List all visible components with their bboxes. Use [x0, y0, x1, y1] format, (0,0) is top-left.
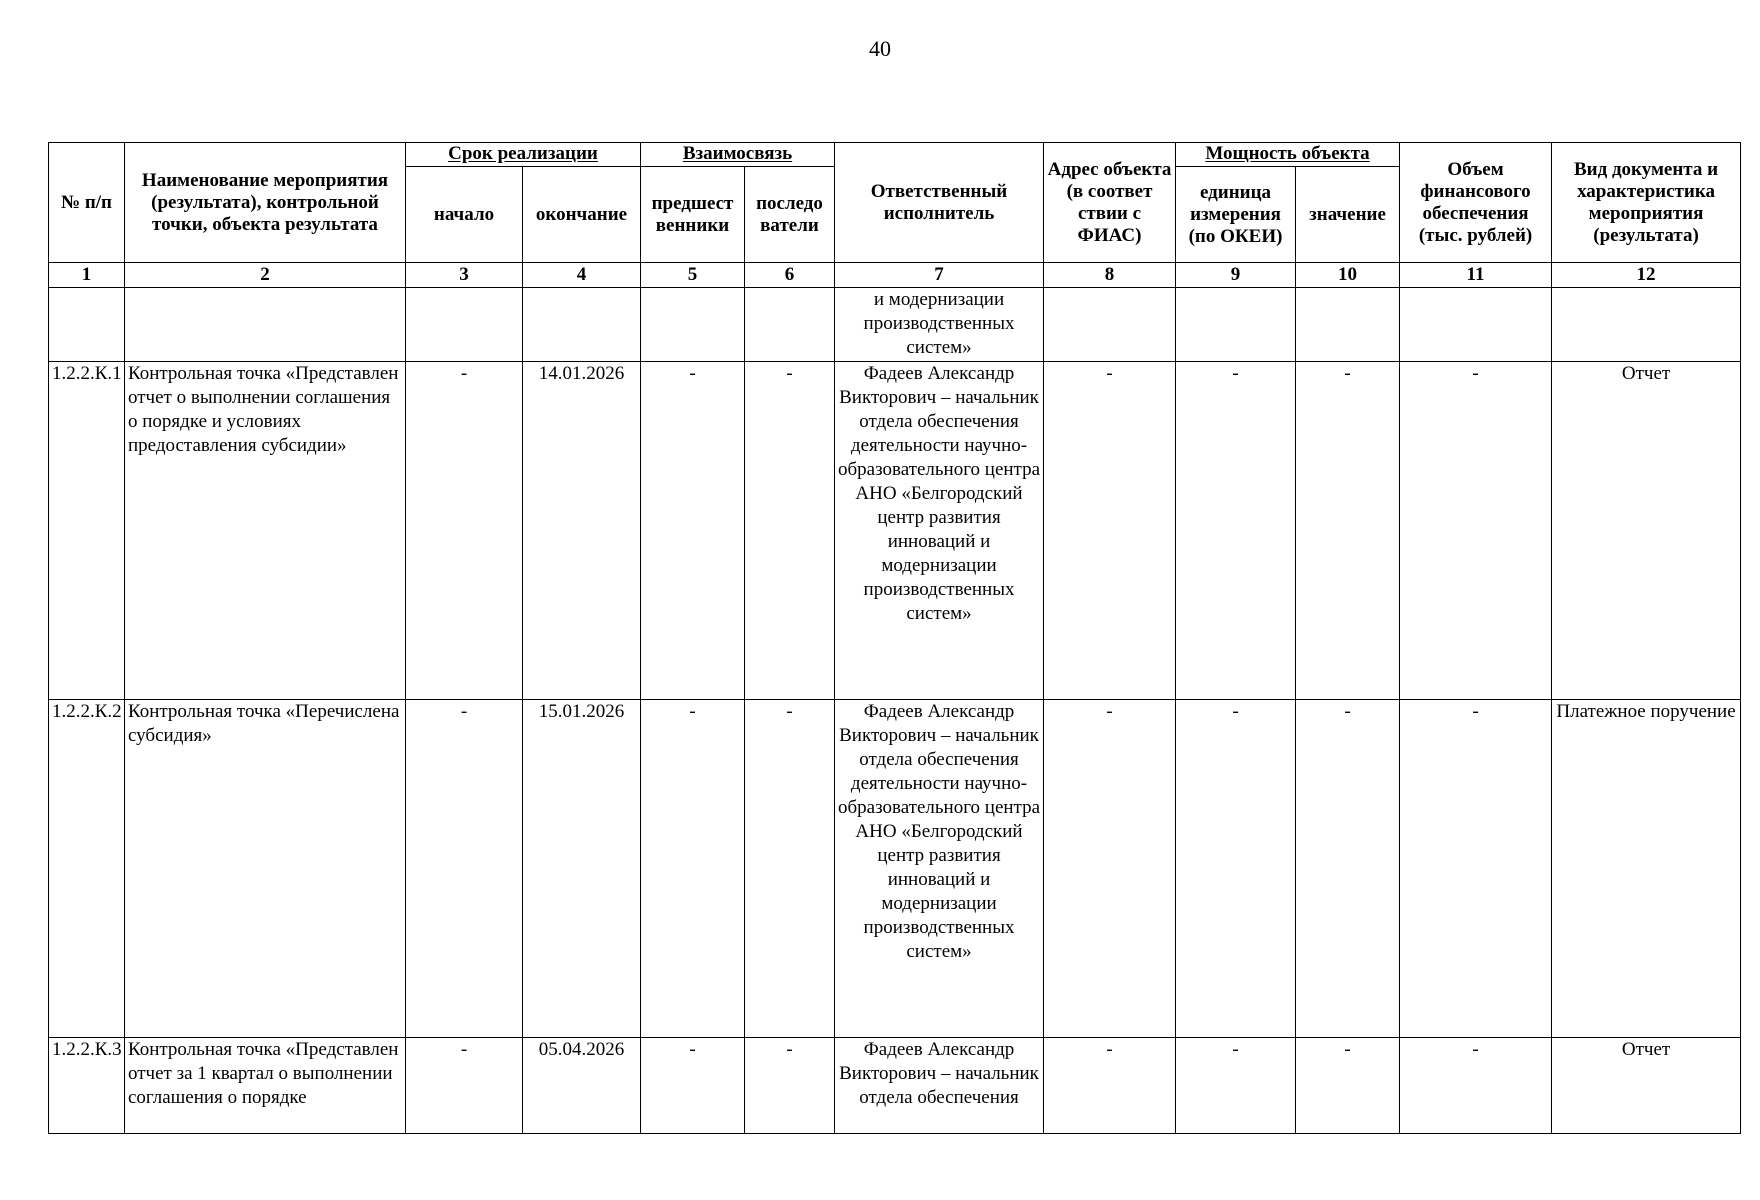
- header-doc: Вид документа и характеристика мероприятия (результата): [1552, 143, 1741, 263]
- cell-address: -: [1044, 362, 1176, 700]
- header-num: № п/п: [49, 143, 125, 263]
- cell-doc: [1552, 288, 1741, 362]
- header-unit: единица измерения (по ОКЕИ): [1176, 167, 1296, 263]
- cell-responsible: и модернизации производственных систем»: [835, 288, 1044, 362]
- table-header: [49, 143, 1741, 288]
- cell-name: [125, 288, 406, 362]
- table-row: [49, 700, 1741, 1038]
- header-capacity: Мощность объекта: [1176, 143, 1400, 167]
- column-number: 4: [523, 263, 641, 288]
- cell-start: -: [406, 700, 523, 1038]
- cell-end: [523, 288, 641, 362]
- cell-name: Контрольная точка «Представлен отчет о выполнении соглашения о порядке и условиях предоставления субсидии»: [125, 362, 406, 700]
- cell-unit: -: [1176, 1038, 1296, 1134]
- cell-unit: -: [1176, 362, 1296, 700]
- cell-responsible: Фадеев Александр Викторович – начальник отдела обеспечения деятельности научно-образовательного центра АНО «Белгородский центр развития инноваций и модернизации производственных систем»: [835, 362, 1044, 700]
- cell-doc: Отчет: [1552, 362, 1741, 700]
- column-number: 11: [1400, 263, 1552, 288]
- table-row: [49, 288, 1741, 362]
- column-number: 7: [835, 263, 1044, 288]
- cell-unit: [1176, 288, 1296, 362]
- header-responsible: Ответственный исполнитель: [835, 143, 1044, 263]
- cell-end: 14.01.2026: [523, 362, 641, 700]
- column-number: 10: [1296, 263, 1400, 288]
- header-term: Срок реализации: [406, 143, 641, 167]
- cell-responsible: Фадеев Александр Викторович – начальник отдела обеспечения деятельности научно-образовательного центра АНО «Белгородский центр развития инноваций и модернизации производственных систем»: [835, 700, 1044, 1038]
- cell-unit: -: [1176, 700, 1296, 1038]
- cell-name: Контрольная точка «Представлен отчет за 1 квартал о выполнении соглашения о порядке: [125, 1038, 406, 1134]
- cell-succ: [745, 288, 835, 362]
- header-finance: Объем финансового обеспечения (тыс. рублей): [1400, 143, 1552, 263]
- cell-finance: [1400, 288, 1552, 362]
- cell-address: [1044, 288, 1176, 362]
- header-link: Взаимосвязь: [641, 143, 835, 167]
- cell-value: -: [1296, 700, 1400, 1038]
- implementation-plan-table: [48, 142, 1741, 1134]
- column-numbers-row: [49, 263, 1741, 288]
- header-pred: предшест венники: [641, 167, 745, 263]
- cell-pred: [641, 288, 745, 362]
- column-number: 6: [745, 263, 835, 288]
- cell-value: -: [1296, 1038, 1400, 1134]
- header-name: Наименование мероприятия (результата), контрольной точки, объекта результата: [125, 143, 406, 263]
- cell-end: 15.01.2026: [523, 700, 641, 1038]
- page-number: 40: [869, 36, 891, 61]
- cell-value: -: [1296, 362, 1400, 700]
- cell-pred: -: [641, 700, 745, 1038]
- cell-id: 1.2.2.К.2: [49, 700, 125, 1038]
- cell-id: 1.2.2.К.3: [49, 1038, 125, 1134]
- cell-succ: -: [745, 1038, 835, 1134]
- cell-succ: -: [745, 700, 835, 1038]
- cell-id: 1.2.2.К.1: [49, 362, 125, 700]
- cell-name: Контрольная точка «Перечислена субсидия»: [125, 700, 406, 1038]
- column-number: 3: [406, 263, 523, 288]
- cell-value: [1296, 288, 1400, 362]
- table-row: [49, 1038, 1741, 1134]
- cell-finance: -: [1400, 362, 1552, 700]
- cell-id: [49, 288, 125, 362]
- column-number: 2: [125, 263, 406, 288]
- column-number: 9: [1176, 263, 1296, 288]
- cell-end: 05.04.2026: [523, 1038, 641, 1134]
- cell-start: [406, 288, 523, 362]
- cell-finance: -: [1400, 1038, 1552, 1134]
- cell-doc: Отчет: [1552, 1038, 1741, 1134]
- header-value: значение: [1296, 167, 1400, 263]
- table-row: [49, 362, 1741, 700]
- column-number: 1: [49, 263, 125, 288]
- cell-pred: -: [641, 362, 745, 700]
- cell-doc: Платежное поручение: [1552, 700, 1741, 1038]
- cell-succ: -: [745, 362, 835, 700]
- cell-start: -: [406, 1038, 523, 1134]
- cell-start: -: [406, 362, 523, 700]
- cell-address: -: [1044, 700, 1176, 1038]
- header-address: Адрес объекта (в соответ ствии с ФИАС): [1044, 143, 1176, 263]
- header-start: начало: [406, 167, 523, 263]
- cell-responsible: Фадеев Александр Викторович – начальник отдела обеспечения: [835, 1038, 1044, 1134]
- cell-pred: -: [641, 1038, 745, 1134]
- column-number: 12: [1552, 263, 1741, 288]
- column-number: 8: [1044, 263, 1176, 288]
- cell-finance: -: [1400, 700, 1552, 1038]
- header-end: окончание: [523, 167, 641, 263]
- header-succ: последо ватели: [745, 167, 835, 263]
- cell-address: -: [1044, 1038, 1176, 1134]
- column-number: 5: [641, 263, 745, 288]
